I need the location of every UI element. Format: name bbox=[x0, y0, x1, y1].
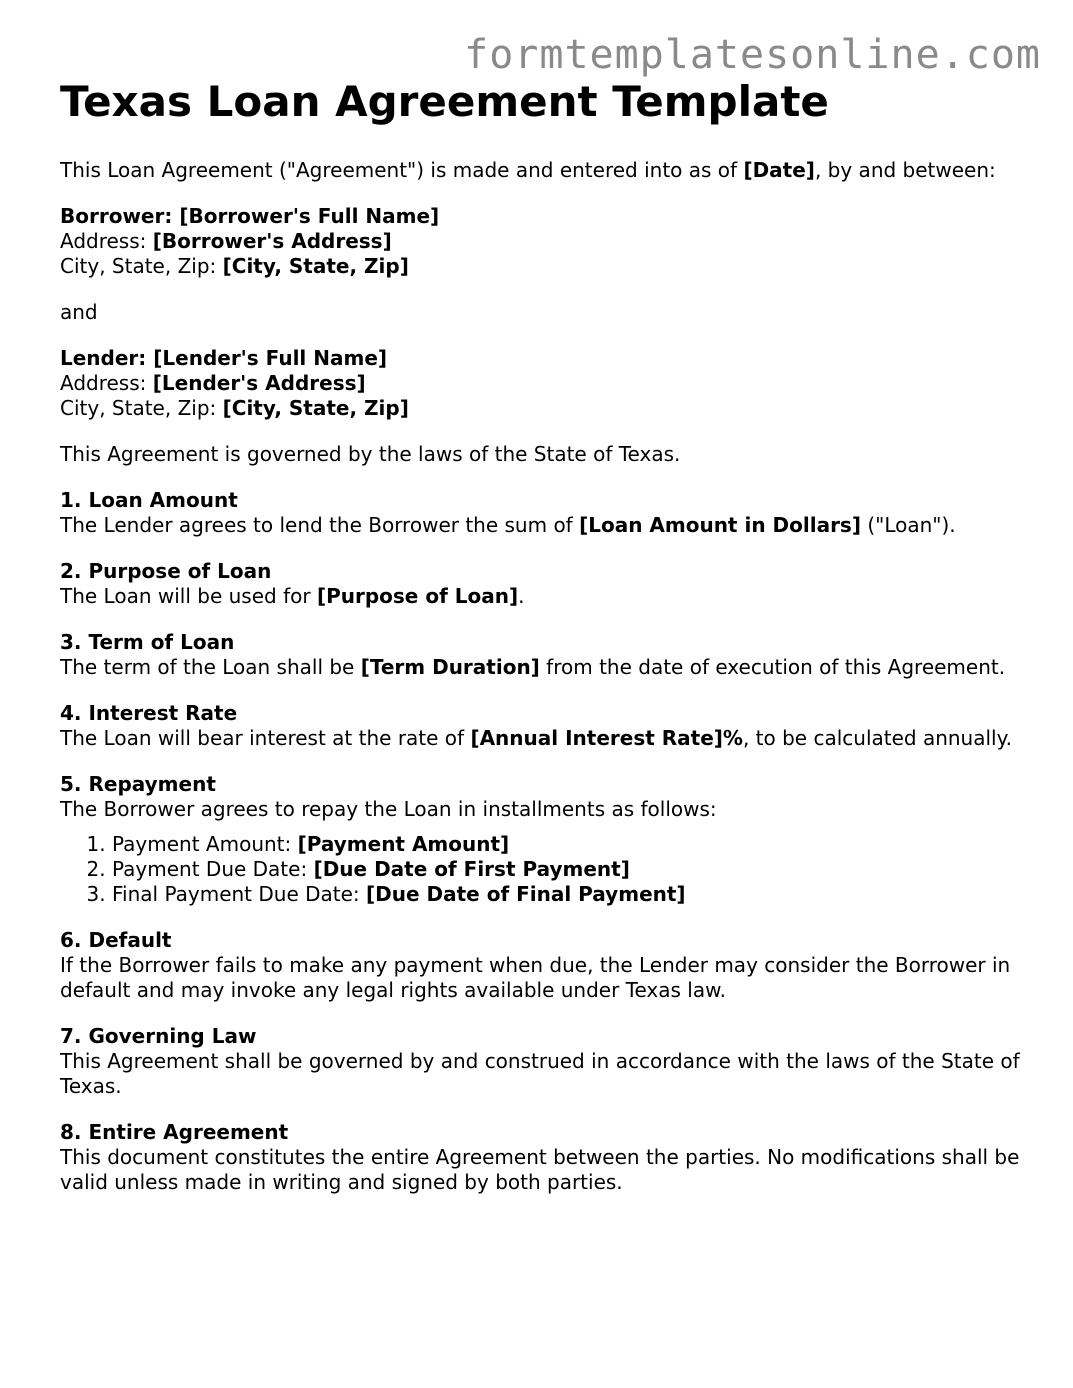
section-term: 3. Term of Loan The term of the Loan shall be [Term Duration] from the date of execution of this Agreement. bbox=[60, 630, 1020, 680]
borrower-city-field: [City, State, Zip] bbox=[222, 254, 409, 278]
list-item: 2. Payment Due Date: [Due Date of First Payment] bbox=[112, 857, 1020, 882]
purpose-field: [Purpose of Loan] bbox=[316, 584, 519, 608]
repayment-list bbox=[60, 832, 1020, 907]
lender-block: Lender: [Lender's Full Name] Address: [Lender's Address] City, State, Zip: [City, State, Zip] bbox=[60, 346, 409, 420]
section-title: 8. Entire Agreement bbox=[60, 1120, 289, 1144]
list-item: 3. Final Payment Due Date: [Due Date of Final Payment] bbox=[112, 882, 1020, 907]
section-loan-amount: 1. Loan Amount The Lender agrees to lend the Borrower the sum of [Loan Amount in Dollars] ("Loan"). bbox=[60, 488, 1020, 538]
lender-city-field: [City, State, Zip] bbox=[222, 396, 409, 420]
lender-heading: Lender: [Lender's Full Name] bbox=[60, 346, 388, 370]
borrower-address-field: [Borrower's Address] bbox=[152, 229, 392, 253]
interest-field: [Annual Interest Rate]% bbox=[470, 726, 743, 750]
list-item: 1. Payment Amount: [Payment Amount] bbox=[112, 832, 1020, 857]
section-entire-agreement: 8. Entire Agreement This document constitutes the entire Agreement between the parties. No modifications shall be valid unless made in writing and signed by both parties. bbox=[60, 1120, 1020, 1194]
section-title: 7. Governing Law bbox=[60, 1024, 257, 1048]
page-title: Texas Loan Agreement Template bbox=[60, 77, 829, 126]
section-governing-law: 7. Governing Law This Agreement shall be governed by and construed in accordance with the laws of the State of Texas. bbox=[60, 1024, 1020, 1098]
repayment-text: The Borrower agrees to repay the Loan in installments as follows: bbox=[60, 797, 717, 821]
borrower-heading: Borrower: [Borrower's Full Name] bbox=[60, 204, 440, 228]
section-repayment bbox=[60, 772, 1020, 822]
section-title: 1. Loan Amount bbox=[60, 488, 238, 512]
governed-statement: This Agreement is governed by the laws of the State of Texas. bbox=[60, 442, 681, 466]
date-field: [Date] bbox=[743, 158, 815, 182]
section-title: 6. Default bbox=[60, 928, 172, 952]
lender-address-field: [Lender's Address] bbox=[152, 371, 366, 395]
intro-paragraph: This Loan Agreement ("Agreement") is made and entered into as of [Date], by and between: bbox=[60, 158, 996, 182]
section-interest: 4. Interest Rate The Loan will bear interest at the rate of [Annual Interest Rate]%, to be calculated annually. bbox=[60, 701, 1020, 751]
section-purpose: 2. Purpose of Loan The Loan will be used for [Purpose of Loan]. bbox=[60, 559, 1020, 609]
term-field: [Term Duration] bbox=[360, 655, 540, 679]
loan-amount-field: [Loan Amount in Dollars] bbox=[579, 513, 861, 537]
and-text: and bbox=[60, 300, 98, 324]
section-default: 6. Default If the Borrower fails to make any payment when due, the Lender may consider the Borrower in default and may invoke any legal rights available under Texas law. bbox=[60, 928, 1020, 1003]
section-title: 3. Term of Loan bbox=[60, 630, 235, 654]
section-title: 4. Interest Rate bbox=[60, 701, 238, 725]
borrower-block: Borrower: [Borrower's Full Name] Address: [Borrower's Address] City, State, Zip: [City, State, Zip] bbox=[60, 204, 440, 278]
section-title: 2. Purpose of Loan bbox=[60, 559, 272, 583]
watermark: formtemplatesonline.com bbox=[464, 32, 1041, 78]
section-title: 5. Repayment bbox=[60, 772, 216, 796]
document-page bbox=[60, 76, 1020, 1216]
